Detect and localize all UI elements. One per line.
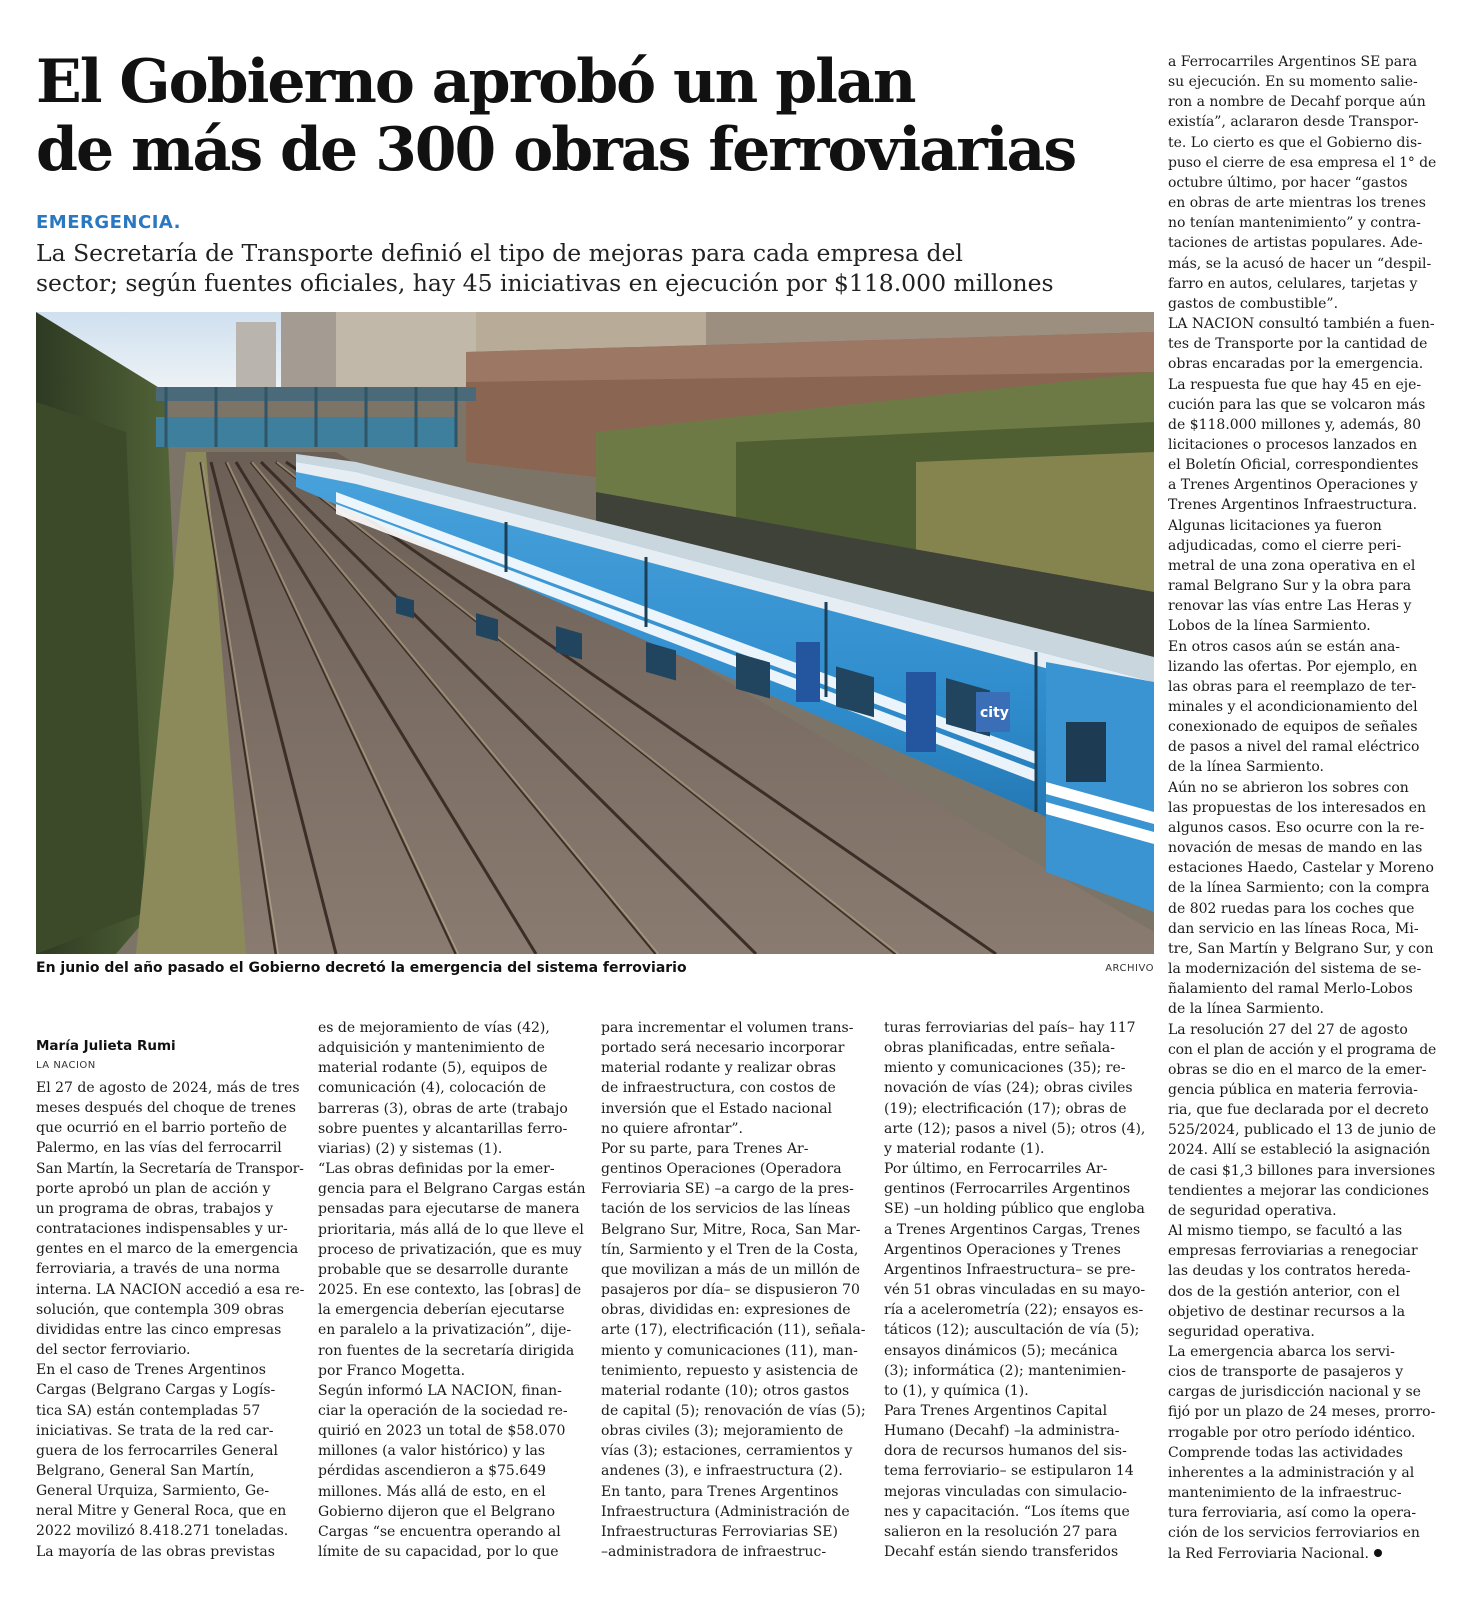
article-line: de la línea Sarmiento.	[1168, 1001, 1324, 1018]
headline-line-1: El Gobierno aprobó un plan	[36, 47, 915, 117]
article-line: San Martín, la Secretaría de Transpor-	[36, 1160, 304, 1177]
article-line: contrataciones indispensables y ur-	[36, 1221, 288, 1238]
article-column-2	[318, 1018, 586, 1562]
article-line: Lobos de la línea Sarmiento.	[1168, 618, 1371, 635]
article-line: pérdidas ascendieron a $75.649	[318, 1463, 546, 1480]
article-line: nes y capacitación. “Los ítems que	[884, 1503, 1130, 1520]
article-line: octubre último, por hacer “gastos	[1168, 174, 1408, 191]
article-line: material rodante y realizar obras	[601, 1060, 836, 1077]
article-line: viarias) (2) y sistemas (1).	[318, 1140, 503, 1157]
article-line: –administradora de infraestruc-	[601, 1544, 827, 1561]
article-line: obras, divididas en: expresiones de	[601, 1302, 851, 1319]
article-line: el Boletín Oficial, correspondientes	[1168, 457, 1419, 474]
article-line: quirió en 2023 un total de $58.070	[318, 1423, 566, 1440]
article-line: Aún no se abrieron los sobres con	[1168, 779, 1409, 796]
article-line: farro en autos, celulares, tarjetas y	[1168, 275, 1418, 292]
article-line: 2025. En ese contexto, las [obras] de	[318, 1282, 582, 1299]
article-line: cios de transporte de pasajeros y	[1168, 1364, 1404, 1381]
article-line: ria, que fue declarada por el decreto	[1168, 1102, 1429, 1119]
author-publication: LA NACION	[36, 1060, 96, 1071]
article-line: turas ferroviarias del país– hay 117	[884, 1020, 1136, 1036]
article-line: tendientes a mejorar las condiciones	[1168, 1182, 1429, 1199]
article-line: Por último, en Ferrocarriles Ar-	[884, 1161, 1108, 1178]
article-line: (3); informática (2); mantenimien-	[884, 1362, 1126, 1379]
article-line: adquisición y mantenimiento de	[318, 1040, 545, 1057]
article-line: seguridad operativa.	[1168, 1323, 1315, 1340]
article-line: dan servicio en las líneas Roca, Mi-	[1168, 920, 1419, 937]
article-line: estaciones Haedo, Castelar y Moreno	[1168, 860, 1434, 877]
article-line: minales y el acondicionamiento del	[1168, 699, 1418, 715]
article-line: a Trenes Argentinos Cargas, Trenes	[884, 1221, 1141, 1238]
article-line: En otros casos aún se están ana-	[1168, 638, 1401, 655]
article-line: iniciativas. Se trata de la red car-	[36, 1422, 274, 1439]
article-line: millones. Más allá de esto, en el	[318, 1483, 546, 1500]
article-line: ramal Belgrano Sur y la obra para	[1168, 578, 1412, 595]
article-line: gastos de combustible”.	[1168, 295, 1339, 312]
article-line: “Las obras definidas por la emer-	[318, 1161, 555, 1178]
article-line: novación de vías (24); obras civiles	[884, 1080, 1133, 1097]
article-line: arte (17), electrificación (11), señala-	[601, 1322, 866, 1339]
article-line: táticos (12); auscultación de vía (5);	[884, 1322, 1140, 1339]
article-line: pensadas para ejecutarse de manera	[318, 1201, 580, 1218]
article-line: cargas de jurisdicción nacional y se	[1168, 1384, 1421, 1401]
train-photo	[36, 312, 1154, 954]
article-line: la modernización del sistema de se-	[1168, 961, 1422, 978]
article-line: límite de su capacidad, por lo que	[318, 1544, 559, 1561]
article-line: es de mejoramiento de vías (42),	[318, 1020, 550, 1036]
article-line: a Trenes Argentinos Operaciones y	[1168, 477, 1418, 494]
article-line: 525/2024, publicado el 13 de junio de	[1168, 1122, 1436, 1139]
article-line: gentinos (Ferrocarriles Argentinos	[884, 1181, 1131, 1198]
article-line: ñalamiento del ramal Merlo-Lobos	[1168, 981, 1413, 998]
article-line: La mayoría de las obras previstas	[36, 1543, 275, 1560]
article-line: probable que se desarrolle durante	[318, 1261, 569, 1278]
article-line: Trenes Argentinos Infraestructura.	[1168, 497, 1418, 514]
article-line: renovar las vías entre Las Heras y	[1168, 598, 1412, 615]
article-line: obras civiles (3); mejoramiento de	[601, 1423, 844, 1440]
deck-line-1-text: La Secretaría de Transporte definió el tipo de mejoras para cada empresa del	[36, 239, 963, 267]
article-line: La respuesta fue que hay 45 en eje-	[1168, 376, 1422, 393]
end-of-article-dot	[1374, 1549, 1382, 1557]
article-line: miento y comunicaciones (35); re-	[884, 1060, 1126, 1077]
train-ad-text: city	[980, 705, 1009, 721]
article-line: General Urquiza, Sarmiento, Ge-	[36, 1483, 270, 1500]
article-line: las obras para el reemplazo de ter-	[1168, 678, 1417, 695]
article-line: en obras de arte mientras los trenes	[1168, 195, 1426, 212]
article-line: prioritaria, más allá de lo que lleve el	[318, 1221, 584, 1238]
article-line: algunos casos. Eso ocurre con la re-	[1168, 819, 1425, 836]
article-line: de infraestructura, con costos de	[601, 1080, 836, 1097]
article-line: Cargas “se encuentra operando al	[318, 1523, 561, 1540]
deck	[36, 208, 1156, 298]
article-line: Humano (Decahf) –la administra-	[884, 1423, 1120, 1440]
article-line: gencia para el Belgrano Cargas están	[318, 1181, 586, 1198]
article-line: La emergencia abarca los servi-	[1168, 1344, 1395, 1360]
article-line: Ferroviaria SE) –a cargo de la pres-	[601, 1181, 854, 1198]
article-line: tenimiento, repuesto y asistencia de	[601, 1362, 859, 1379]
article-line: SE) –un holding público que engloba	[884, 1201, 1145, 1218]
article-line: Palermo, en las vías del ferrocarril	[36, 1140, 282, 1157]
article-line: dora de recursos humanos del sis-	[884, 1443, 1127, 1460]
article-line: licitaciones o procesos lanzados en	[1168, 436, 1418, 453]
article-line: y material rodante (1).	[884, 1140, 1045, 1157]
article-line: ferroviaria, a través de una norma	[36, 1261, 281, 1278]
article-line: la emergencia deberían ejecutarse	[318, 1302, 565, 1319]
article-line: de casi $1,3 billones para inversiones	[1168, 1162, 1436, 1179]
article-line: porte aprobó un plan de acción y	[36, 1180, 271, 1197]
article-line: a Ferrocarriles Argentinos SE para	[1168, 54, 1418, 70]
article-line: proceso de privatización, que es muy	[318, 1241, 582, 1258]
deck-line-1	[36, 208, 1156, 268]
article-line: Decahf están siendo transferidos	[884, 1544, 1119, 1561]
article-line: portado será necesario incorporar	[601, 1040, 845, 1057]
article-line: que movilizan a más de un millón de	[601, 1261, 861, 1278]
train-photo-illustration	[36, 312, 1154, 954]
article-line: tica SA) están contempladas 57	[36, 1402, 261, 1419]
article-line: Belgrano Sur, Mitre, Roca, San Mar-	[601, 1221, 861, 1238]
article-line: fijó por un plazo de 24 meses, prorro-	[1168, 1404, 1436, 1421]
article-line: sobre puentes y alcantarillas ferro-	[318, 1120, 568, 1137]
article-line: LA NACION consultó también a fuen-	[1168, 316, 1435, 333]
article-line: gencia pública en materia ferrovia-	[1168, 1081, 1418, 1098]
article-line: no tenían mantenimiento” y contra-	[1168, 215, 1421, 232]
article-column-5	[1168, 52, 1436, 1564]
article-line: tema ferroviario– se estipularon 14	[884, 1463, 1134, 1480]
author-name: María Julieta Rumi	[36, 1038, 176, 1054]
article-line: puso el cierre de esa empresa el 1° de	[1168, 154, 1436, 171]
article-line: Argentinos Operaciones y Trenes	[884, 1241, 1121, 1258]
article-line: las deudas y los contratos hereda-	[1168, 1263, 1411, 1280]
article-line: En tanto, para Trenes Argentinos	[601, 1483, 839, 1500]
article-line: que ocurrió en el barrio porteño de	[36, 1120, 287, 1137]
article-line: gentes en el marco de la emergencia	[36, 1241, 299, 1258]
article-line: Según informó LA NACION, finan-	[318, 1382, 562, 1399]
article-line: de $118.000 millones y, además, 80	[1168, 416, 1422, 433]
article-line: empresas ferroviarias a renegociar	[1168, 1243, 1418, 1260]
article-line: ría a acelerometría (22); ensayos es-	[884, 1302, 1144, 1319]
article-line: de 802 ruedas para los coches que	[1168, 900, 1415, 917]
article-line: interna. LA NACION accedió a esa re-	[36, 1281, 304, 1298]
article-line: guera de los ferrocarriles General	[36, 1442, 279, 1459]
article-line: rrogable por otro período idéntico.	[1168, 1424, 1416, 1441]
article-line: novación de mesas de mando en las	[1168, 840, 1423, 857]
article-line: ciar la operación de la sociedad re-	[318, 1402, 568, 1419]
article-line: Argentinos Infraestructura– se pre-	[884, 1261, 1136, 1278]
article-line: arte (12); pasos a nivel (5); otros (4),	[884, 1120, 1146, 1137]
article-line: de pasos a nivel del ramal eléctrico	[1168, 739, 1420, 756]
article-line: Para Trenes Argentinos Capital	[884, 1402, 1108, 1419]
article-line: obras planificadas, entre señala-	[884, 1040, 1116, 1057]
article-line: no quiere afrontar”.	[601, 1120, 744, 1137]
article-line: 2022 movilizó 8.418.271 toneladas.	[36, 1523, 289, 1540]
article-line: Infraestructura (Administración de	[601, 1503, 850, 1520]
article-line: de capital (5); renovación de vías (5);	[601, 1402, 866, 1419]
deck-kicker: EMERGENCIA.	[36, 212, 182, 233]
article-line: su ejecución. En su momento salie-	[1168, 74, 1418, 91]
deck-line-2: sector; según fuentes oficiales, hay 45 iniciativas en ejecución por $118.000 millones	[36, 269, 1054, 297]
article-line: taciones de artistas populares. Ade-	[1168, 235, 1423, 252]
article-line: ron fuentes de la secretaría dirigida	[318, 1342, 575, 1359]
article-line: solución, que contempla 309 obras	[36, 1301, 284, 1318]
article-column-4	[884, 1018, 1152, 1562]
article-line: (19); electrificación (17); obras de	[884, 1100, 1127, 1117]
article-line: Gobierno dijeron que el Belgrano	[318, 1503, 556, 1520]
article-line: por Franco Mogetta.	[318, 1362, 466, 1379]
article-line: lizando las ofertas. Por ejemplo, en	[1168, 658, 1418, 675]
article-line: miento y comunicaciones (11), man-	[601, 1342, 858, 1359]
article-line: cución para las que se volcaron más	[1168, 396, 1426, 413]
article-line: de la línea Sarmiento; con la compra	[1168, 880, 1430, 897]
article-column-3	[601, 1018, 869, 1562]
article-line: mejoras vinculadas con simulacio-	[884, 1483, 1128, 1500]
article-line: material rodante (10); otros gastos	[601, 1382, 850, 1399]
article-line: tación de los servicios de las líneas	[601, 1201, 851, 1218]
article-line: tes de Transporte por la cantidad de	[1168, 336, 1428, 353]
article-line: dos de la gestión anterior, con el	[1168, 1283, 1400, 1300]
article-line: más, se la acusó de hacer un “despil-	[1168, 255, 1432, 272]
headline-line-2: de más de 300 obras ferroviarias	[36, 115, 1076, 185]
article-line: pasajeros por día– se dispusieron 70	[601, 1282, 860, 1299]
article-line: las propuestas de los interesados en	[1168, 799, 1427, 816]
article-line: de seguridad operativa.	[1168, 1202, 1337, 1219]
photo-caption: En junio del año pasado el Gobierno decretó la emergencia del sistema ferroviario	[36, 960, 687, 976]
article-line: tura ferroviaria, así como la opera-	[1168, 1505, 1417, 1522]
article-line: en paralelo a la privatización”, dije-	[318, 1322, 572, 1339]
article-line: En el caso de Trenes Argentinos	[36, 1362, 266, 1379]
article-line: con el plan de acción y el programa de	[1168, 1041, 1436, 1058]
headline	[36, 48, 1136, 184]
article-line: la Red Ferroviaria Nacional.	[1168, 1544, 1436, 1564]
article-line: El 27 de agosto de 2024, más de tres	[36, 1080, 300, 1096]
article-line: vén 51 obras vinculadas en su mayo-	[884, 1282, 1146, 1299]
article-line: existía”, aclararon desde Transpor-	[1168, 114, 1419, 131]
article-line: ron a nombre de Decahf porque aún	[1168, 94, 1426, 111]
article-line: inversión que el Estado nacional	[601, 1100, 833, 1117]
article-line: obras se dio en el marco de la emer-	[1168, 1061, 1427, 1078]
article-line: material rodante (5), equipos de	[318, 1060, 548, 1077]
article-line: comunicación (4), colocación de	[318, 1080, 547, 1097]
article-line: adjudicadas, como el cierre peri-	[1168, 537, 1402, 554]
article-line: barreras (3), obras de arte (trabajo	[318, 1100, 568, 1117]
article-line: to (1), y química (1).	[884, 1382, 1029, 1399]
article-line: Algunas licitaciones ya fueron	[1168, 517, 1382, 534]
article-line: ción de los servicios ferroviarios en	[1168, 1525, 1420, 1542]
article-line: millones (a valor histórico) y las	[318, 1443, 546, 1460]
article-line: Por su parte, para Trenes Ar-	[601, 1140, 809, 1157]
article-line: de la línea Sarmiento.	[1168, 759, 1324, 776]
article-line: metral de una zona operativa en el	[1168, 557, 1416, 574]
article-line: objetivo de destinar recursos a la	[1168, 1303, 1406, 1320]
article-line: ensayos dinámicos (5); mecánica	[884, 1342, 1118, 1359]
article-line: un programa de obras, trabajos y	[36, 1200, 274, 1217]
article-line: inherentes a la administración y al	[1168, 1464, 1415, 1481]
article-line: salieron en la resolución 27 para	[884, 1523, 1118, 1540]
article-line: andenes (3), e infraestructura (2).	[601, 1463, 843, 1480]
article-line: tín, Sarmiento y el Tren de la Costa,	[601, 1241, 859, 1258]
article-line: te. Lo cierto es que el Gobierno dis-	[1168, 134, 1422, 151]
article-line: 2024. Allí se estableció la asignación	[1168, 1142, 1431, 1159]
article-line: tre, San Martín y Belgrano Sur, y con	[1168, 940, 1434, 957]
article-line: gentinos Operaciones (Operadora	[601, 1161, 842, 1178]
article-line: Al mismo tiempo, se facultó a las	[1168, 1223, 1403, 1240]
article-line: del sector ferroviario.	[36, 1342, 191, 1359]
article-line: neral Mitre y General Roca, que en	[36, 1503, 287, 1520]
article-line: conexionado de equipos de señales	[1168, 719, 1418, 736]
article-line: Cargas (Belgrano Cargas y Logís-	[36, 1382, 276, 1399]
article-line: obras encaradas por la emergencia.	[1168, 356, 1424, 373]
article-line: mantenimiento de la infraestruc-	[1168, 1485, 1402, 1502]
article-line: para incrementar el volumen trans-	[601, 1020, 854, 1036]
article-line: meses después del choque de trenes	[36, 1100, 296, 1117]
article-line: vías (3); estaciones, cerramientos y	[601, 1443, 853, 1460]
article-line: La resolución 27 del 27 de agosto	[1168, 1021, 1408, 1038]
article-line: Comprende todas las actividades	[1168, 1444, 1403, 1461]
photo-credit: ARCHIVO	[1105, 963, 1154, 974]
article-column-1	[36, 1078, 304, 1562]
article-line: Belgrano, General San Martín,	[36, 1462, 255, 1479]
article-line: Infraestructuras Ferroviarias SE)	[601, 1523, 838, 1540]
article-line: divididas entre las cinco empresas	[36, 1321, 282, 1338]
